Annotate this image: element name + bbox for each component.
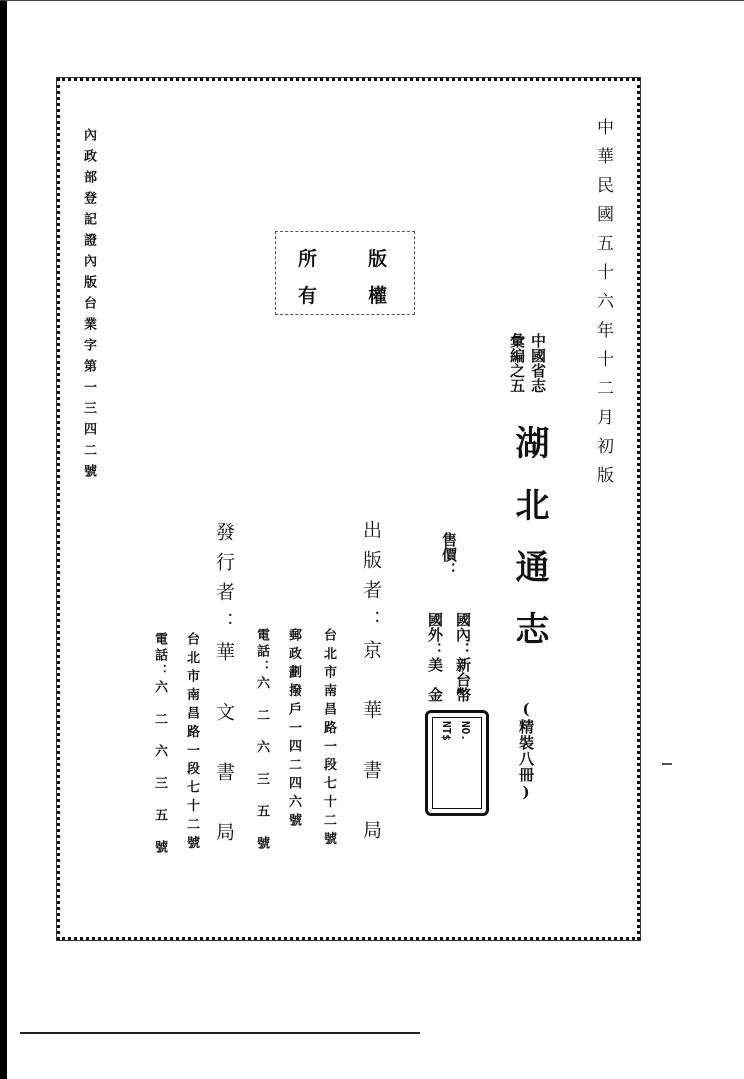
copyright-char-2: 權	[368, 285, 388, 307]
colophon-frame	[57, 78, 640, 940]
registration-number: 內政部登記證內版台業字第一三四二號	[81, 128, 96, 485]
scan-mark	[662, 763, 672, 765]
copyright-box	[275, 231, 415, 315]
distributor-phone: 電話：六 二 六 三 五 號	[152, 632, 167, 856]
page-top-edge	[0, 0, 744, 1]
copyright-char-4: 有	[298, 285, 318, 307]
series-line-1: 中國省志	[529, 333, 547, 393]
publisher-postal: 郵政劃撥戶一四二四六號	[286, 628, 301, 832]
price-label: 售價：	[440, 532, 458, 577]
book-title: 湖北通志	[509, 425, 549, 673]
page-left-edge	[0, 0, 7, 1079]
price-stamp-no: NO.	[459, 721, 472, 741]
price-foreign: 國外：美 金	[426, 612, 444, 702]
distributor-address: 台北市南昌路一段七十二號	[184, 632, 199, 854]
scan-bottom-line	[20, 1032, 420, 1034]
publisher-label: 出版者：京 華 書 局	[360, 520, 382, 850]
distributor-label: 發行者：華 文 書 局	[213, 522, 235, 852]
copyright-char-1: 版	[368, 248, 388, 270]
publisher-address: 台北市南昌路一段七十二號	[321, 628, 336, 850]
publication-date: 中華民國五十六年十二月初版	[593, 118, 613, 495]
copyright-char-3: 所	[298, 248, 318, 270]
publisher-phone: 電話：六 二 六 三 五 號	[254, 628, 269, 852]
series-line-2: 彙編之五	[508, 333, 526, 393]
price-domestic: 國內：新台幣	[454, 612, 472, 702]
binding-note: (精裝八冊)	[517, 700, 535, 802]
price-stamp-nt: NT$	[440, 721, 453, 741]
price-stamp	[425, 710, 489, 816]
